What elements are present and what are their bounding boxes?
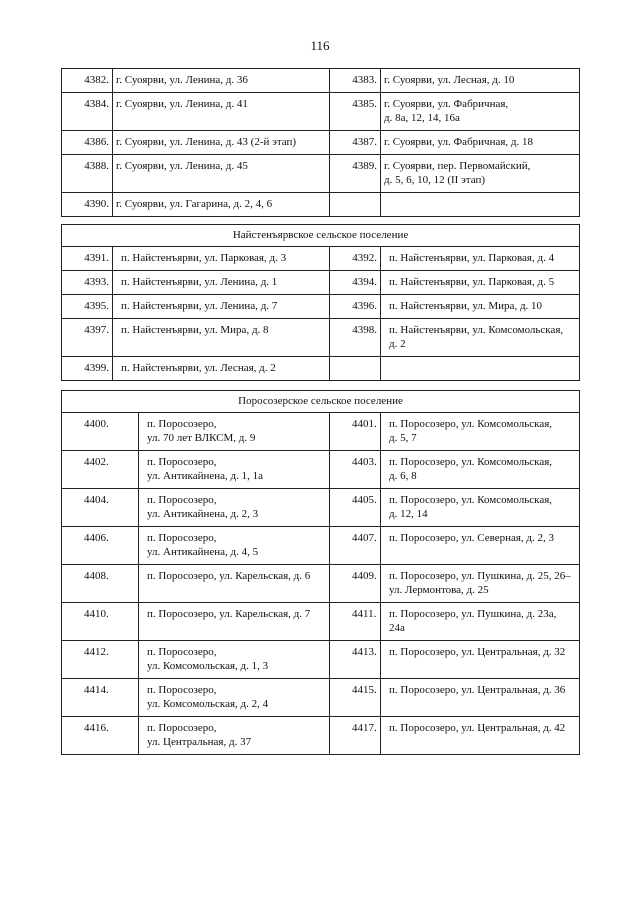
table-row — [62, 603, 580, 641]
left-entry-address — [113, 319, 330, 357]
left-entry-number: 4391. — [62, 247, 113, 271]
registry-table-suoyarvi — [61, 68, 580, 217]
address-line: г. Суоярви, ул. Ленина, д. 41 — [116, 98, 248, 110]
table-row — [62, 413, 580, 451]
address-line: п. Поросозеро, ул. Пушкина, д. 23а, — [389, 608, 557, 620]
left-entry-number: 4384. — [62, 93, 113, 131]
address-line: п. Найстенъярви, ул. Парковая, д. 4 — [389, 252, 555, 264]
right-entry-number: 4409. — [330, 565, 381, 603]
table-row — [62, 717, 580, 755]
left-entry-address — [139, 451, 330, 489]
section-heading-row — [62, 225, 580, 247]
address-line: п. Поросозеро, ул. Северная, д. 2, 3 — [389, 532, 555, 544]
address-line: п. Поросозеро, — [147, 456, 217, 468]
address-line: ул. Комсомольская, д. 1, 3 — [147, 660, 269, 672]
address-line: ул. Антикайнена, д. 1, 1а — [147, 470, 263, 482]
table-row — [62, 641, 580, 679]
address-line: п. Поросозеро, ул. Комсомольская, — [389, 418, 553, 430]
address-line: д. 5, 6, 10, 12 (II этап) — [384, 174, 486, 186]
address-line: г. Суоярви, ул. Гагарина, д. 2, 4, 6 — [116, 198, 273, 210]
table-row — [62, 527, 580, 565]
address-line: п. Поросозеро, — [147, 722, 217, 734]
left-entry-address — [113, 247, 330, 271]
right-entry-number: 4405. — [330, 489, 381, 527]
registry-table-porosozero — [61, 390, 580, 755]
left-entry-number: 4400. — [62, 413, 139, 451]
right-entry-number: 4411. — [330, 603, 381, 641]
left-entry-number: 4395. — [62, 295, 113, 319]
address-line: г. Суоярви, пер. Первомайский, — [384, 160, 531, 172]
address-line: п. Найстенъярви, ул. Мира, д. 10 — [389, 300, 543, 312]
address-line: п. Поросозеро, ул. Карельская, д. 6 — [147, 570, 311, 582]
right-entry-number: 4417. — [330, 717, 381, 755]
right-entry-address — [381, 565, 580, 603]
table-row — [62, 69, 580, 93]
left-entry-number: 4399. — [62, 357, 113, 381]
page-number: 116 — [310, 38, 330, 53]
left-entry-address — [113, 357, 330, 381]
address-line: ул. Комсомольская, д. 2, 4 — [147, 698, 269, 710]
table-row — [62, 93, 580, 131]
address-line: д. 5, 7 — [389, 432, 417, 444]
address-line: п. Поросозеро, — [147, 418, 217, 430]
left-entry-address — [139, 413, 330, 451]
right-entry-address — [381, 193, 580, 217]
right-entry-number: 4385. — [330, 93, 381, 131]
left-entry-address — [113, 295, 330, 319]
right-entry-number — [330, 357, 381, 381]
right-entry-number: 4389. — [330, 155, 381, 193]
right-entry-number: 4392. — [330, 247, 381, 271]
right-entry-address — [381, 527, 580, 565]
left-entry-number: 4416. — [62, 717, 139, 755]
left-entry-address — [113, 131, 330, 155]
right-entry-number: 4387. — [330, 131, 381, 155]
right-entry-number: 4394. — [330, 271, 381, 295]
table-row — [62, 193, 580, 217]
address-line: п. Поросозеро, ул. Карельская, д. 7 — [147, 608, 311, 620]
right-entry-address — [381, 603, 580, 641]
left-entry-address — [139, 641, 330, 679]
table-row — [62, 451, 580, 489]
right-entry-address — [381, 717, 580, 755]
table-row — [62, 357, 580, 381]
left-entry-number: 4404. — [62, 489, 139, 527]
section-heading: Найстенъярвское сельское поселение — [62, 225, 580, 247]
address-line: п. Найстенъярви, ул. Мира, д. 8 — [121, 324, 269, 336]
address-line: ул. 70 лет ВЛКСМ, д. 9 — [147, 432, 256, 444]
right-entry-address — [381, 69, 580, 93]
right-entry-address — [381, 489, 580, 527]
address-line: г. Суоярви, ул. Ленина, д. 45 — [116, 160, 248, 172]
address-line: п. Поросозеро, — [147, 684, 217, 696]
left-entry-number: 4390. — [62, 193, 113, 217]
address-line: п. Поросозеро, — [147, 532, 217, 544]
address-line: п. Найстенъярви, ул. Ленина, д. 7 — [121, 300, 278, 312]
table-row — [62, 679, 580, 717]
address-line: ул. Центральная, д. 37 — [147, 736, 252, 748]
address-line: п. Найстенъярви, ул. Парковая, д. 3 — [121, 252, 287, 264]
right-entry-address — [381, 357, 580, 381]
left-entry-address — [113, 271, 330, 295]
table-row — [62, 489, 580, 527]
right-entry-number: 4407. — [330, 527, 381, 565]
right-entry-address — [381, 271, 580, 295]
address-line: п. Поросозеро, ул. Центральная, д. 42 — [389, 722, 566, 734]
address-line: ул. Антикайнена, д. 4, 5 — [147, 546, 259, 558]
left-entry-address — [139, 603, 330, 641]
address-line: п. Поросозеро, ул. Комсомольская, — [389, 456, 553, 468]
right-entry-address — [381, 295, 580, 319]
address-line: г. Суоярви, ул. Фабричная, д. 18 — [384, 136, 534, 148]
table-row — [62, 247, 580, 271]
left-entry-address — [139, 717, 330, 755]
address-line: г. Суоярви, ул. Лесная, д. 10 — [384, 74, 515, 86]
left-entry-address — [139, 489, 330, 527]
address-line: п. Поросозеро, — [147, 494, 217, 506]
right-entry-number: 4396. — [330, 295, 381, 319]
address-line: п. Поросозеро, — [147, 646, 217, 658]
right-entry-address — [381, 247, 580, 271]
left-entry-number: 4393. — [62, 271, 113, 295]
left-entry-address — [113, 93, 330, 131]
table-row — [62, 295, 580, 319]
right-entry-address — [381, 131, 580, 155]
section-heading: Поросозерское сельское поселение — [62, 391, 580, 413]
table-row — [62, 565, 580, 603]
address-line: д. 8а, 12, 14, 16а — [384, 112, 460, 124]
left-entry-address — [113, 155, 330, 193]
address-line: п. Найстенъярви, ул. Ленина, д. 1 — [121, 276, 278, 288]
left-entry-address — [139, 679, 330, 717]
registry-table-naistenyarvi — [61, 224, 580, 381]
left-entry-address — [113, 193, 330, 217]
right-entry-address — [381, 451, 580, 489]
left-entry-number: 4388. — [62, 155, 113, 193]
address-line: п. Найстенъярви, ул. Комсомольская, — [389, 324, 564, 336]
left-entry-address — [139, 565, 330, 603]
left-entry-number: 4382. — [62, 69, 113, 93]
left-entry-number: 4408. — [62, 565, 139, 603]
address-line: п. Поросозеро, ул. Пушкина, д. 25, 26– — [389, 570, 571, 582]
address-line: ул. Лермонтова, д. 25 — [389, 584, 489, 596]
address-line: п. Найстенъярви, ул. Лесная, д. 2 — [121, 362, 276, 374]
right-entry-number: 4413. — [330, 641, 381, 679]
address-line: п. Найстенъярви, ул. Парковая, д. 5 — [389, 276, 555, 288]
address-line: 24а — [389, 622, 405, 634]
right-entry-number: 4401. — [330, 413, 381, 451]
table-row — [62, 271, 580, 295]
right-entry-number: 4415. — [330, 679, 381, 717]
right-entry-number: 4383. — [330, 69, 381, 93]
left-entry-address — [139, 527, 330, 565]
left-entry-number: 4410. — [62, 603, 139, 641]
right-entry-address — [381, 93, 580, 131]
address-line: г. Суоярви, ул. Ленина, д. 36 — [116, 74, 248, 86]
left-entry-number: 4397. — [62, 319, 113, 357]
right-entry-address — [381, 413, 580, 451]
address-line: п. Поросозеро, ул. Центральная, д. 36 — [389, 684, 566, 696]
left-entry-number: 4406. — [62, 527, 139, 565]
address-line: п. Поросозеро, ул. Комсомольская, — [389, 494, 553, 506]
right-entry-address — [381, 155, 580, 193]
address-line: ул. Антикайнена, д. 2, 3 — [147, 508, 259, 520]
address-line: д. 6, 8 — [389, 470, 417, 482]
right-entry-number — [330, 193, 381, 217]
left-entry-number: 4386. — [62, 131, 113, 155]
right-entry-address — [381, 679, 580, 717]
right-entry-number: 4403. — [330, 451, 381, 489]
right-entry-address — [381, 641, 580, 679]
address-line: г. Суоярви, ул. Ленина, д. 43 (2-й этап) — [116, 136, 297, 148]
left-entry-number: 4412. — [62, 641, 139, 679]
section-heading-row — [62, 391, 580, 413]
address-line: г. Суоярви, ул. Фабричная, — [384, 98, 509, 110]
table-row — [62, 155, 580, 193]
table-row — [62, 319, 580, 357]
left-entry-address — [113, 69, 330, 93]
left-entry-number: 4402. — [62, 451, 139, 489]
address-line: д. 12, 14 — [389, 508, 428, 520]
right-entry-number: 4398. — [330, 319, 381, 357]
left-entry-number: 4414. — [62, 679, 139, 717]
address-line: п. Поросозеро, ул. Центральная, д. 32 — [389, 646, 566, 658]
address-line: д. 2 — [389, 338, 406, 350]
right-entry-address — [381, 319, 580, 357]
table-row — [62, 131, 580, 155]
